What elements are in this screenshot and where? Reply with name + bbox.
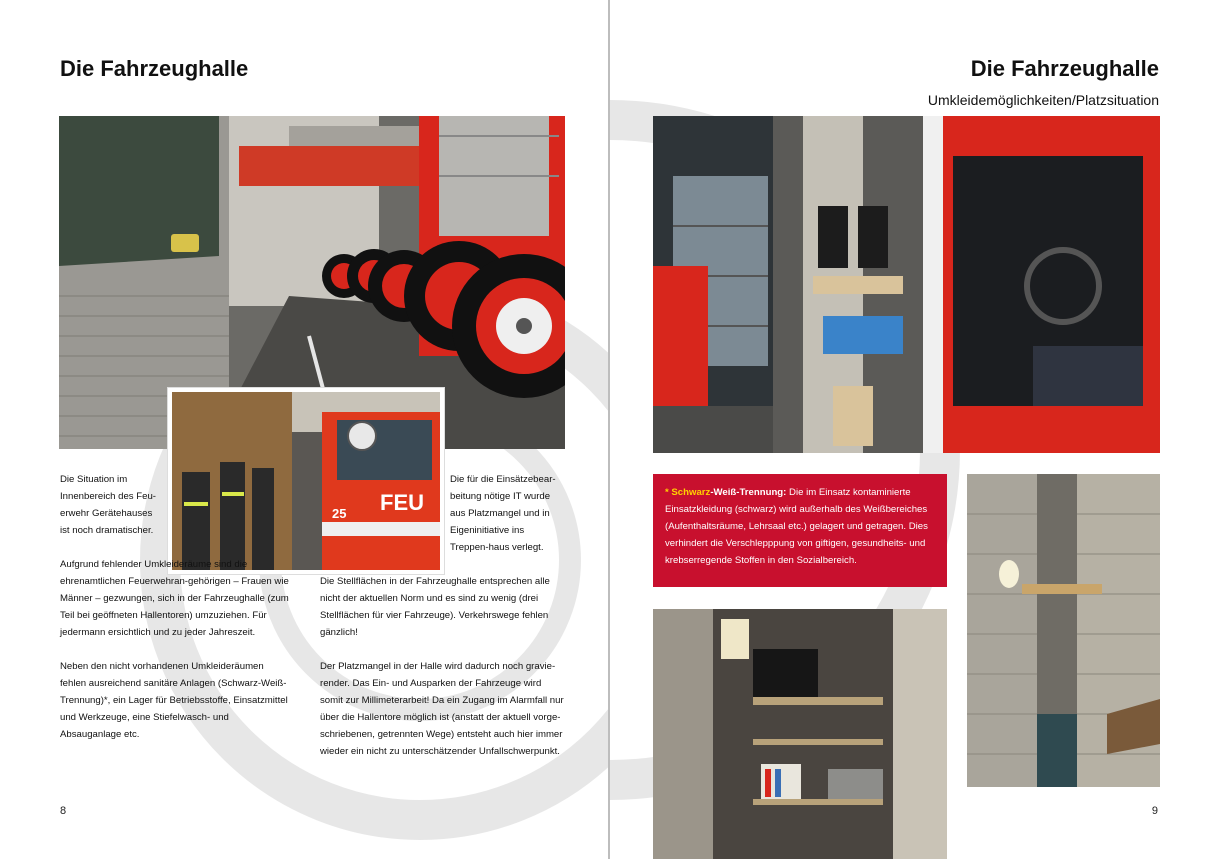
callout-body: Die im Einsatz kontaminierte Einsatzkleidung (schwarz) wird außerhalb des Weißbereiches (Aufenthaltsräume, Lehrsaal etc.) gelagert und getragen. Dies verhindert die Verschlepppung von giftigen, gesundheits- und krebserregende Stoffen in den Sozialbereich. [665,487,928,566]
text-column-1 [60,471,292,760]
page-number-left: 8 [60,805,67,817]
callout-black-white-separation [653,474,947,587]
truck-lettering: FEU [380,490,424,515]
page-title-right: Die Fahrzeughalle [970,56,1159,81]
para-no-lockers: Aufgrund fehlender Umkleideräume sind die ehrenamtlichen Feuerwehran-gehörigen – Frauen wie Männer – gezwungen, sich in der Fahrzeughalle (zum Teil bei geöffneten Hallentoren) umzuziehen. Für jedermann ersichtlich und zu jeder Jahreszeit. [60,559,289,638]
para-it-moved: Die für die Einsätzebear-beitung nötige IT wurde aus Platzmangel und in Eigeninitiative ins Treppen-haus verlegt. [450,474,556,553]
photo-corridor [967,474,1160,787]
text-column-2 [320,471,565,777]
callout-star: * Schwarz [665,487,711,498]
left-page [0,0,608,859]
page-subtitle-right: Umkleidemöglichkeiten/Platzsituation [927,92,1159,108]
page-number-right: 9 [1151,805,1158,817]
photo-it-closet [653,609,947,859]
para-parking-norm: Die Stellflächen in der Fahrzeughalle entsprechen alle nicht der aktuellen Norm und es sind zu wenig (drei Stellflächen für vier Fahrzeuge). Verkehrswege fehlen gänzlich! [320,576,550,638]
para-missing-facilities: Neben den nicht vorhandenen Umkleideräumen fehlen ausreichend sanitäre Anlagen (Schwarz-Weiß-Trennung)*, ein Lager für Betriebsstoffe, Einsatzmittel und Werkzeuge, eine Stiefelwasch- und Absauganlage etc. [60,661,288,740]
para-situation-short: Die Situation im Innenbereich des Feu-erwehr Gerätehauses ist noch dramatischer. [60,474,156,536]
callout-lead: -Weiß-Trennung: [710,487,787,498]
para-space-shortage: Der Platzmangel in der Halle wird dadurch noch gravie-render. Das Ein- und Ausparken der Fahrzeuge wird somit zur Millimeterarbeit! Da ein Zugang im Alarmfall nur über die Hallentore möglich ist (anstatt der aktuell vorge-schriebenen, getrennten Wege) entsteht auch hier immer wieder ein nicht zu unterschätzender Unfallschwerpunkt. [320,661,564,757]
page-title-left: Die Fahrzeughalle [60,56,249,81]
photo-cab-radios [653,116,1160,453]
truck-number: 25 [332,506,347,521]
right-page [610,0,1219,859]
